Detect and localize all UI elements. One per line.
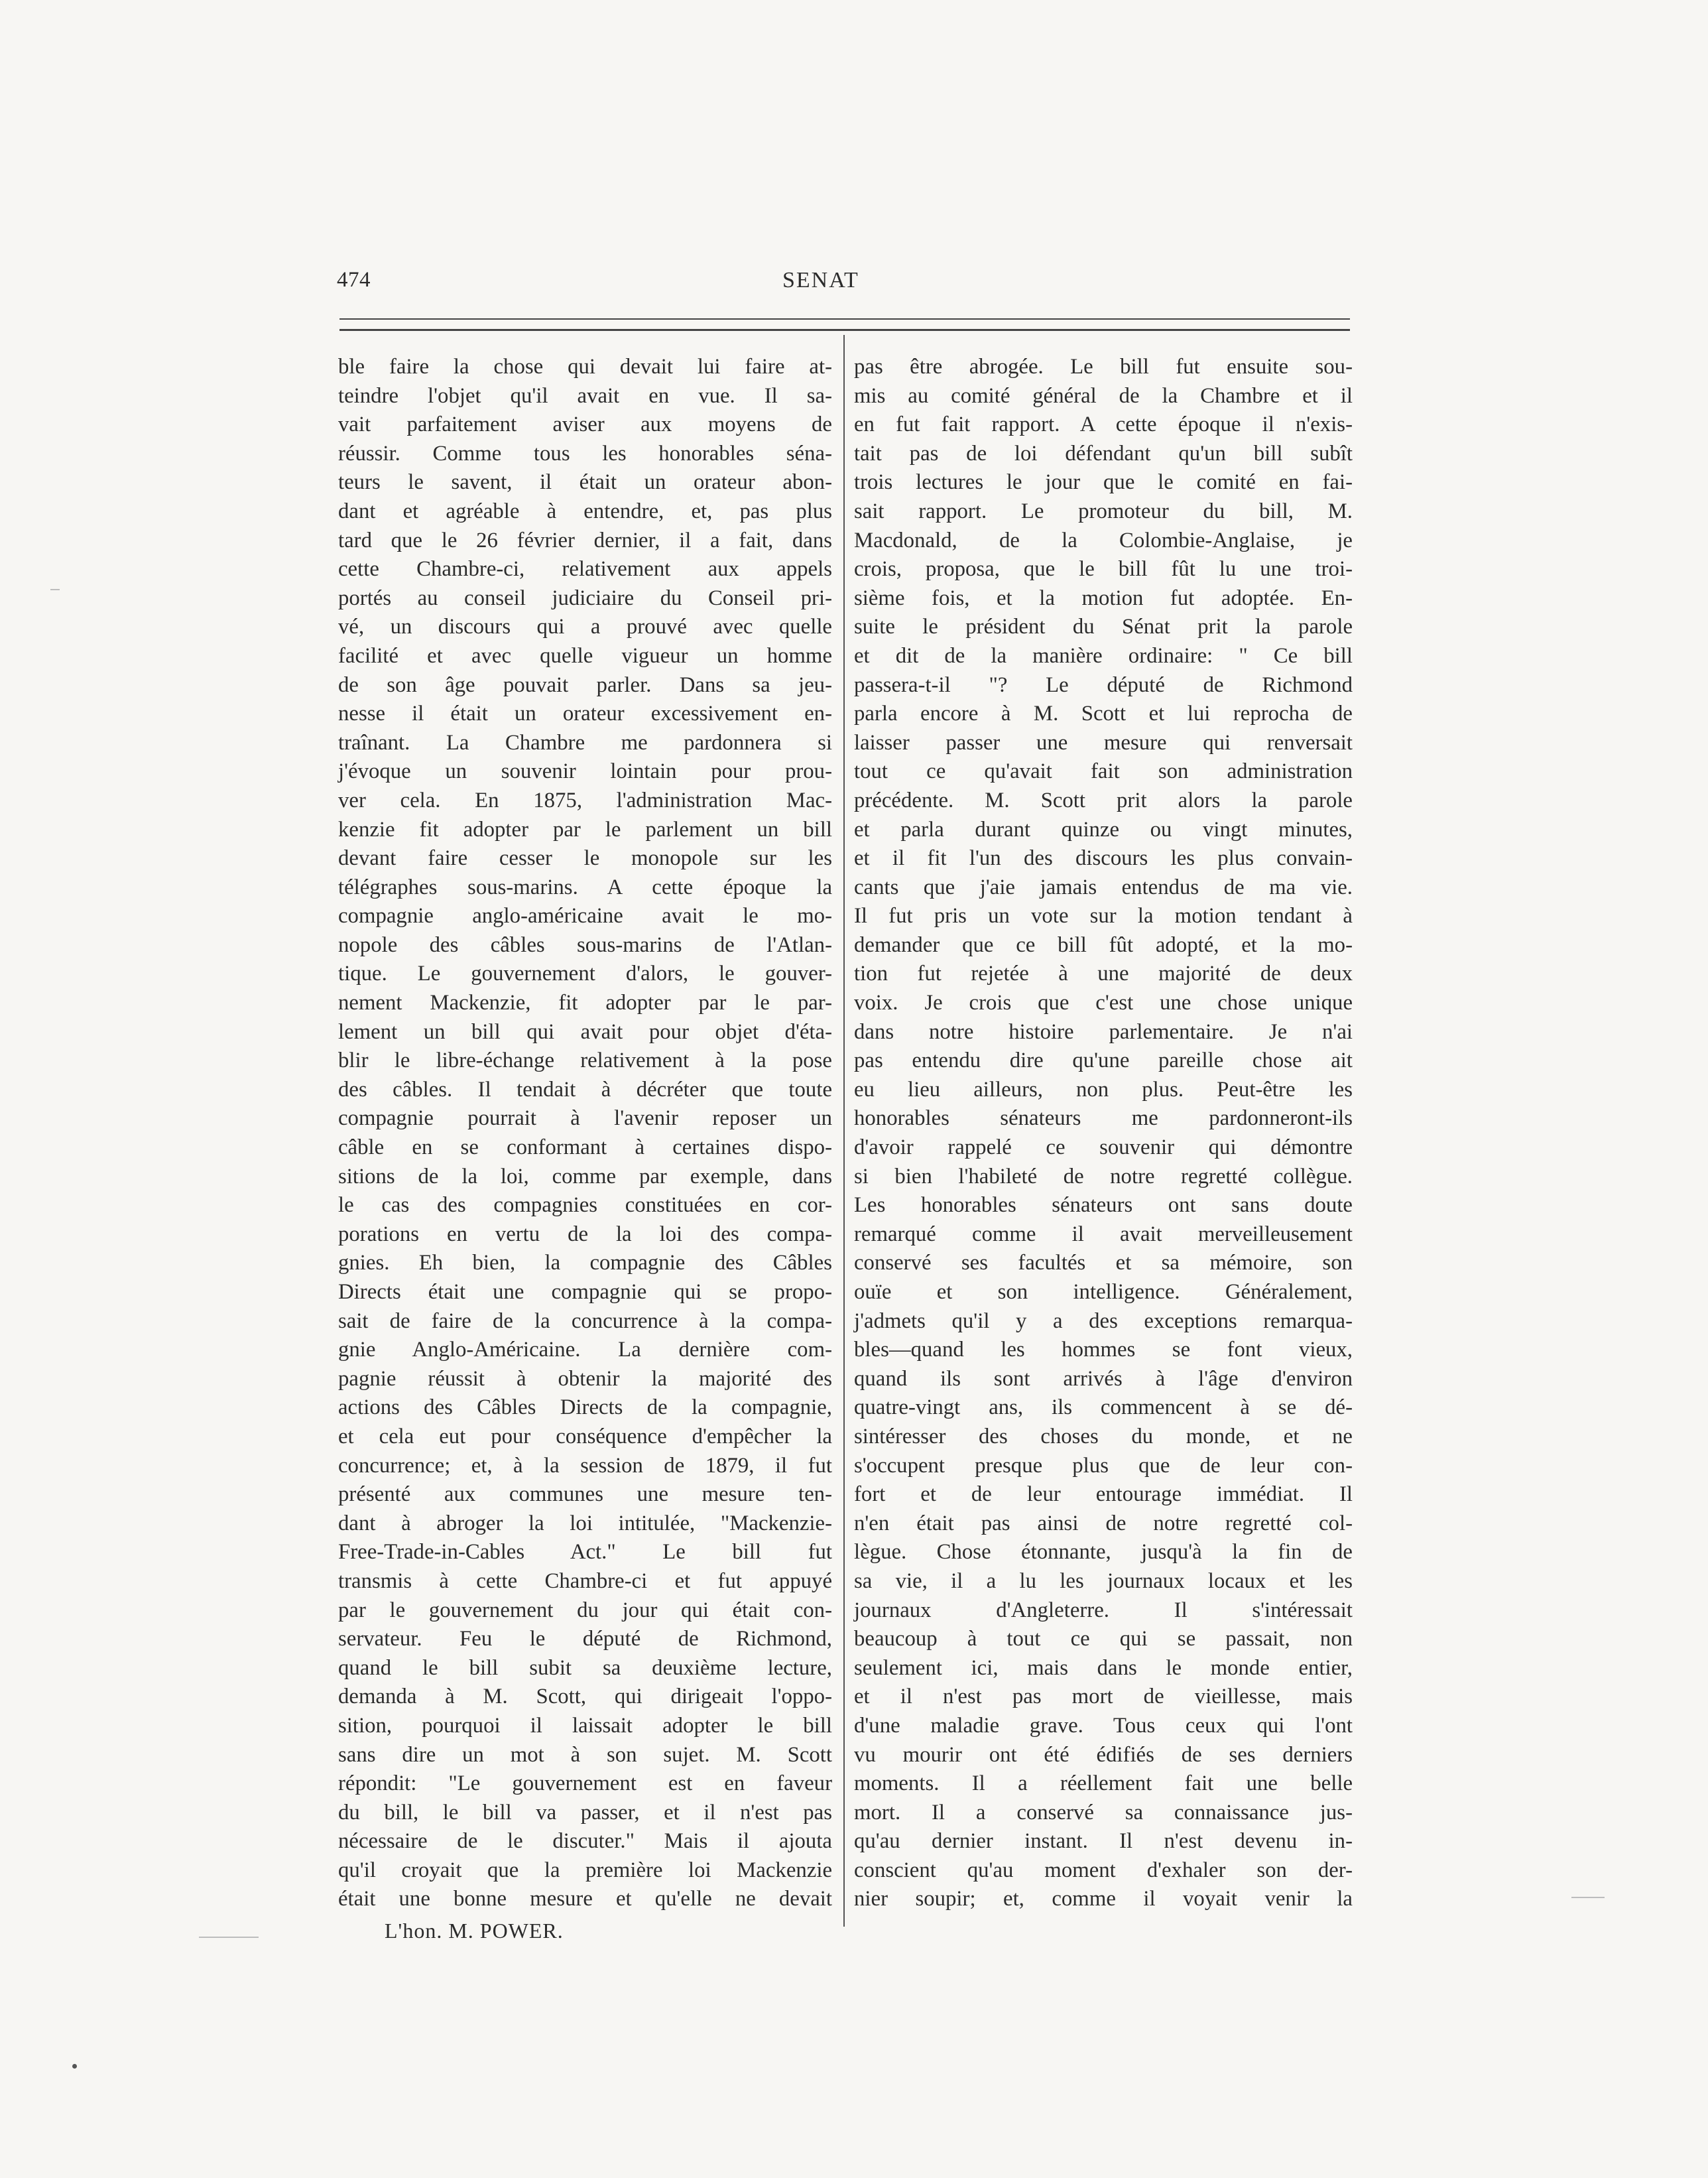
left-text-line: facilité et avec quelle vigueur un homme <box>338 643 832 668</box>
right-text-line: honorables sénateurs me pardonneront-ils <box>854 1106 1353 1131</box>
right-text-line: nier soupir; et, comme il voyait venir la <box>854 1887 1353 1911</box>
right-text-line: et il n'est pas mort de vieillesse, mais <box>854 1685 1353 1709</box>
running-head: SENAT <box>782 268 859 292</box>
right-text-line: dans notre histoire parlementaire. Je n'ai <box>854 1019 1353 1044</box>
left-text-line: gnie Anglo-Américaine. La dernière com- <box>338 1338 832 1362</box>
left-text-line: nesse il était un orateur excessivement en- <box>338 702 832 726</box>
left-text-line: teurs le savent, il était un orateur abon- <box>338 470 832 495</box>
right-text-line: conservé ses facultés et sa mémoire, son <box>854 1251 1353 1275</box>
left-text-line: présenté aux communes une mesure ten- <box>338 1482 832 1507</box>
left-text-line: concurrence; et, à la session de 1879, il fut <box>338 1453 832 1478</box>
left-text-line: vait parfaitement aviser aux moyens de <box>338 413 832 437</box>
left-text-line: ble faire la chose qui devait lui faire at- <box>338 355 832 379</box>
column-divider <box>843 335 845 1927</box>
left-text-line: était une bonne mesure et qu'elle ne devait <box>338 1887 832 1911</box>
right-text-line: vu mourir ont été édifiés de ses derniers <box>854 1742 1353 1767</box>
left-text-line: ver cela. En 1875, l'administration Mac- <box>338 788 832 812</box>
left-text-line: et cela eut pour conséquence d'empêcher la <box>338 1424 832 1448</box>
right-text-line: j'admets qu'il y a des exceptions remarqua- <box>854 1309 1353 1333</box>
right-text-line: tait pas de loi défendant qu'un bill subît <box>854 441 1353 466</box>
left-text-line: par le gouvernement du jour qui était con- <box>338 1598 832 1622</box>
left-text-line: sition, pourquoi il laissait adopter le bill <box>338 1713 832 1738</box>
right-text-line: et parla durant quinze ou vingt minutes, <box>854 817 1353 842</box>
left-text-line: nécessaire de le discuter." Mais il ajouta <box>338 1829 832 1854</box>
left-text-line: cette Chambre-ci, relativement aux appels <box>338 557 832 582</box>
left-text-line: quand le bill subit sa deuxième lecture, <box>338 1655 832 1680</box>
right-text-line: tout ce qu'avait fait son administration <box>854 759 1353 784</box>
left-text-line: réussir. Comme tous les honorables séna- <box>338 441 832 466</box>
left-text-line: le cas des compagnies constituées en cor- <box>338 1193 832 1218</box>
left-text-line: actions des Câbles Directs de la compagnie, <box>338 1395 832 1420</box>
left-text-line: gnies. Eh bien, la compagnie des Câbles <box>338 1251 832 1275</box>
right-text-line: d'avoir rappelé ce souvenir qui démontre <box>854 1135 1353 1160</box>
right-text-line: trois lectures le jour que le comité en fai- <box>854 470 1353 495</box>
right-text-line: ouïe et son intelligence. Généralement, <box>854 1280 1353 1304</box>
left-text-line: câble en se conformant à certaines dispo- <box>338 1135 832 1160</box>
right-text-line: eu lieu ailleurs, non plus. Peut-être les <box>854 1077 1353 1102</box>
left-text-line: Free-Trade-in-Cables Act." Le bill fut <box>338 1540 832 1565</box>
left-text-line: servateur. Feu le député de Richmond, <box>338 1627 832 1651</box>
right-text-line: sait rapport. Le promoteur du bill, M. <box>854 499 1353 523</box>
left-text-line: tard que le 26 février dernier, il a fait, dans <box>338 528 832 552</box>
left-text-line: teindre l'objet qu'il avait en vue. Il sa- <box>338 383 832 408</box>
left-text-line: nement Mackenzie, fit adopter par le par- <box>338 991 832 1015</box>
left-text-line: des câbles. Il tendait à décréter que toute <box>338 1077 832 1102</box>
left-text-line: sans dire un mot à son sujet. M. Scott <box>338 1742 832 1767</box>
right-text-line: si bien l'habileté de notre regretté collègue. <box>854 1164 1353 1188</box>
right-text-line: conscient qu'au moment d'exhaler son der- <box>854 1858 1353 1882</box>
header-rule-thick <box>339 329 1350 331</box>
right-text-line: sième fois, et la motion fut adoptée. En- <box>854 586 1353 610</box>
left-text-line: de son âge pouvait parler. Dans sa jeu- <box>338 673 832 697</box>
left-text-line: télégraphes sous-marins. A cette époque la <box>338 875 832 899</box>
left-column <box>338 353 832 1914</box>
right-text-line: Macdonald, de la Colombie-Anglaise, je <box>854 528 1353 552</box>
right-text-line: pas entendu dire qu'une pareille chose ait <box>854 1049 1353 1073</box>
right-text-line: quand ils sont arrivés à l'âge d'environ <box>854 1366 1353 1391</box>
left-text-line: sait de faire de la concurrence à la compa- <box>338 1309 832 1333</box>
right-text-line: tion fut rejetée à une majorité de deux <box>854 962 1353 986</box>
margin-mark <box>50 589 60 590</box>
left-text-line: Directs était une compagnie qui se propo- <box>338 1280 832 1304</box>
left-text-line: demanda à M. Scott, qui dirigeait l'oppo- <box>338 1685 832 1709</box>
left-text-line: tique. Le gouvernement d'alors, le gouver- <box>338 962 832 986</box>
right-text-line: parla encore à M. Scott et lui reprocha de <box>854 702 1353 726</box>
right-text-line: pas être abrogée. Le bill fut ensuite sou- <box>854 355 1353 379</box>
right-text-line: remarqué comme il avait merveilleusement <box>854 1222 1353 1246</box>
right-text-line: mis au comité général de la Chambre et il <box>854 383 1353 408</box>
left-text-line: devant faire cesser le monopole sur les <box>338 846 832 871</box>
left-text-line: portés au conseil judiciaire du Conseil pri- <box>338 586 832 610</box>
right-text-line: fort et de leur entourage immédiat. Il <box>854 1482 1353 1507</box>
left-text-line: traînant. La Chambre me pardonnera si <box>338 730 832 755</box>
footer-credit: L'hon. M. POWER. <box>385 1919 564 1943</box>
left-text-line: vé, un discours qui a prouvé avec quelle <box>338 615 832 639</box>
right-text-line: en fut fait rapport. A cette époque il n'exis- <box>854 413 1353 437</box>
right-text-line: et dit de la manière ordinaire: " Ce bill <box>854 643 1353 668</box>
right-text-line: Les honorables sénateurs ont sans doute <box>854 1193 1353 1218</box>
left-text-line: sitions de la loi, comme par exemple, dans <box>338 1164 832 1188</box>
left-text-line: compagnie anglo-américaine avait le mo- <box>338 904 832 929</box>
right-column <box>854 353 1353 1914</box>
left-text-line: compagnie pourrait à l'avenir reposer un <box>338 1106 832 1131</box>
right-text-line: quatre-vingt ans, ils commencent à se dé- <box>854 1395 1353 1420</box>
right-text-line: voix. Je crois que c'est une chose unique <box>854 991 1353 1015</box>
left-text-line: dant et agréable à entendre, et, pas plus <box>338 499 832 523</box>
left-text-line: nopole des câbles sous-marins de l'Atlan- <box>338 932 832 957</box>
left-text-line: j'évoque un souvenir lointain pour prou- <box>338 759 832 784</box>
page-number: 474 <box>337 268 371 292</box>
left-text-line: kenzie fit adopter par le parlement un bill <box>338 817 832 842</box>
right-text-line: cants que j'aie jamais entendus de ma vie. <box>854 875 1353 899</box>
left-text-line: transmis à cette Chambre-ci et fut appuyé <box>338 1569 832 1593</box>
right-text-line: crois, proposa, que le bill fût lu une troi- <box>854 557 1353 582</box>
right-text-line: sintéresser des choses du monde, et ne <box>854 1424 1353 1448</box>
right-text-line: demander que ce bill fût adopté, et la mo- <box>854 932 1353 957</box>
right-text-line: s'occupent presque plus que de leur con- <box>854 1453 1353 1478</box>
right-text-line: seulement ici, mais dans le monde entier, <box>854 1655 1353 1680</box>
margin-dot <box>72 2064 77 2069</box>
left-text-line: répondit: "Le gouvernement est en faveur <box>338 1771 832 1796</box>
right-text-line: n'en était pas ainsi de notre regretté col- <box>854 1511 1353 1535</box>
left-text-line: dant à abroger la loi intitulée, "Mackenzie- <box>338 1511 832 1535</box>
right-text-line: sa vie, il a lu les journaux locaux et les <box>854 1569 1353 1593</box>
right-text-line: moments. Il a réellement fait une belle <box>854 1771 1353 1796</box>
right-text-line: précédente. M. Scott prit alors la parole <box>854 788 1353 812</box>
right-text-line: mort. Il a conservé sa connaissance jus- <box>854 1800 1353 1825</box>
margin-mark <box>1571 1897 1605 1898</box>
margin-mark <box>199 1937 259 1938</box>
right-text-line: qu'au dernier instant. Il n'est devenu in- <box>854 1829 1353 1854</box>
left-text-line: du bill, le bill va passer, et il n'est pas <box>338 1800 832 1825</box>
right-text-line: et il fit l'un des discours les plus convain- <box>854 846 1353 871</box>
left-text-line: lement un bill qui avait pour objet d'éta- <box>338 1019 832 1044</box>
left-text-line: blir le libre-échange relativement à la pose <box>338 1049 832 1073</box>
right-text-line: journaux d'Angleterre. Il s'intéressait <box>854 1598 1353 1622</box>
header-rule-thin <box>339 318 1350 320</box>
right-text-line: beaucoup à tout ce qui se passait, non <box>854 1627 1353 1651</box>
right-text-line: laisser passer une mesure qui renversait <box>854 730 1353 755</box>
right-text-line: Il fut pris un vote sur la motion tendant à <box>854 904 1353 929</box>
right-text-line: lègue. Chose étonnante, jusqu'à la fin de <box>854 1540 1353 1565</box>
left-text-line: pagnie réussit à obtenir la majorité des <box>338 1366 832 1391</box>
right-text-line: passera-t-il "? Le député de Richmond <box>854 673 1353 697</box>
right-text-line: d'une maladie grave. Tous ceux qui l'ont <box>854 1713 1353 1738</box>
left-text-line: porations en vertu de la loi des compa- <box>338 1222 832 1246</box>
left-text-line: qu'il croyait que la première loi Mackenzie <box>338 1858 832 1882</box>
right-text-line: bles—quand les hommes se font vieux, <box>854 1338 1353 1362</box>
right-text-line: suite le président du Sénat prit la parole <box>854 615 1353 639</box>
